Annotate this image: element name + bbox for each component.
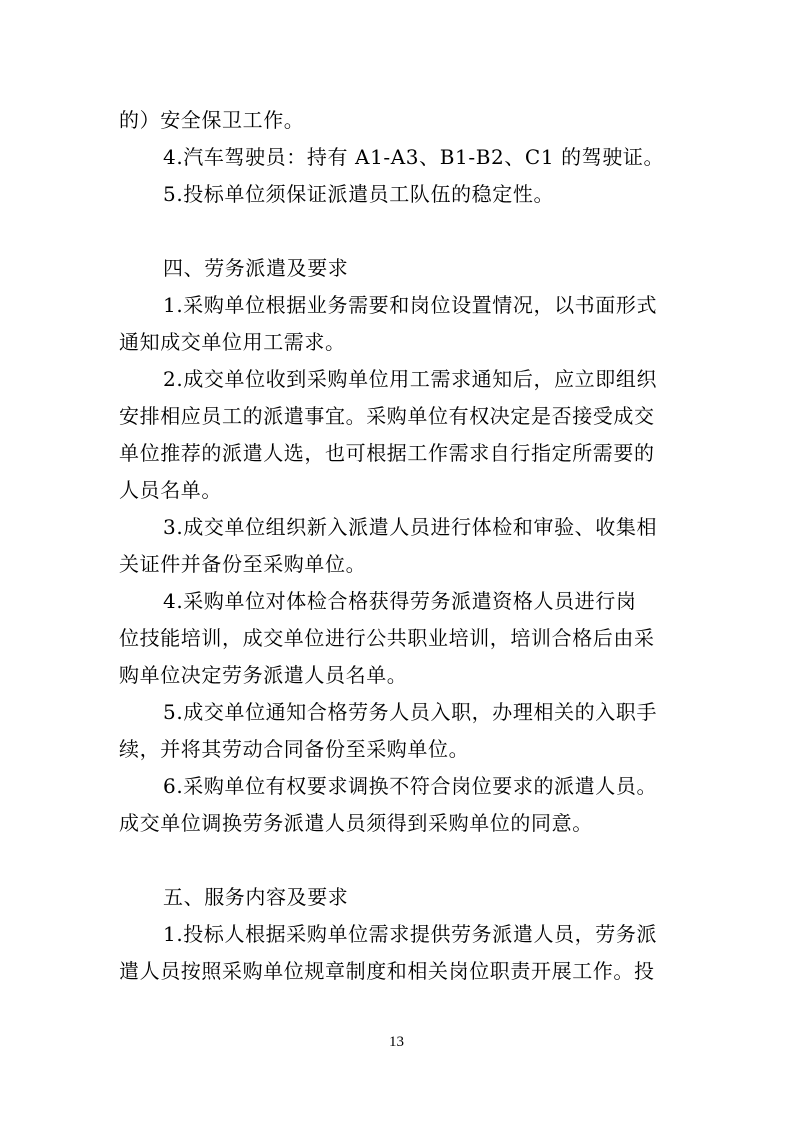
section-heading-service: 五、服务内容及要求 bbox=[163, 885, 349, 909]
paragraph-line: 成交单位调换劳务派遣人员须得到采购单位的同意。 bbox=[119, 811, 593, 835]
page-number: 13 bbox=[389, 1034, 404, 1050]
paragraph-line: 1.采购单位根据业务需要和岗位设置情况，以书面形式 bbox=[163, 293, 658, 317]
paragraph-line: 位技能培训，成交单位进行公共职业培训，培训合格后由采 bbox=[119, 626, 655, 650]
paragraph-line: 遣人员按照采购单位规章制度和相关岗位职责开展工作。投 bbox=[119, 959, 655, 983]
paragraph-line: 1.投标人根据采购单位需求提供劳务派遣人员，劳务派 bbox=[163, 922, 658, 946]
list-item-driver-license: 4.汽车驾驶员：持有 A1-A3、B1-B2、C1 的驾驶证。 bbox=[163, 145, 665, 169]
paragraph-line: 5.成交单位通知合格劳务人员入职，办理相关的入职手 bbox=[163, 700, 658, 724]
paragraph-line: 的）安全保卫工作。 bbox=[119, 108, 305, 132]
paragraph-line: 续，并将其劳动合同备份至采购单位。 bbox=[119, 737, 470, 761]
paragraph-line: 4.采购单位对体检合格获得劳务派遣资格人员进行岗 bbox=[163, 589, 637, 613]
paragraph-line: 关证件并备份至采购单位。 bbox=[119, 552, 367, 576]
paragraph-line: 6.采购单位有权要求调换不符合岗位要求的派遣人员。 bbox=[163, 774, 658, 798]
paragraph-line: 3.成交单位组织新入派遣人员进行体检和审验、收集相 bbox=[163, 515, 658, 539]
paragraph-line: 通知成交单位用工需求。 bbox=[119, 330, 346, 354]
list-item-staff-stability: 5.投标单位须保证派遣员工队伍的稳定性。 bbox=[163, 182, 555, 206]
section-heading-dispatch: 四、劳务派遣及要求 bbox=[163, 256, 349, 280]
paragraph-line: 2.成交单位收到采购单位用工需求通知后，应立即组织 bbox=[163, 367, 658, 391]
paragraph-line: 单位推荐的派遣人选，也可根据工作需求自行指定所需要的 bbox=[119, 441, 655, 465]
paragraph-line: 人员名单。 bbox=[119, 478, 222, 502]
paragraph-line: 购单位决定劳务派遣人员名单。 bbox=[119, 663, 408, 687]
paragraph-line: 安排相应员工的派遣事宜。采购单位有权决定是否接受成交 bbox=[119, 404, 655, 428]
